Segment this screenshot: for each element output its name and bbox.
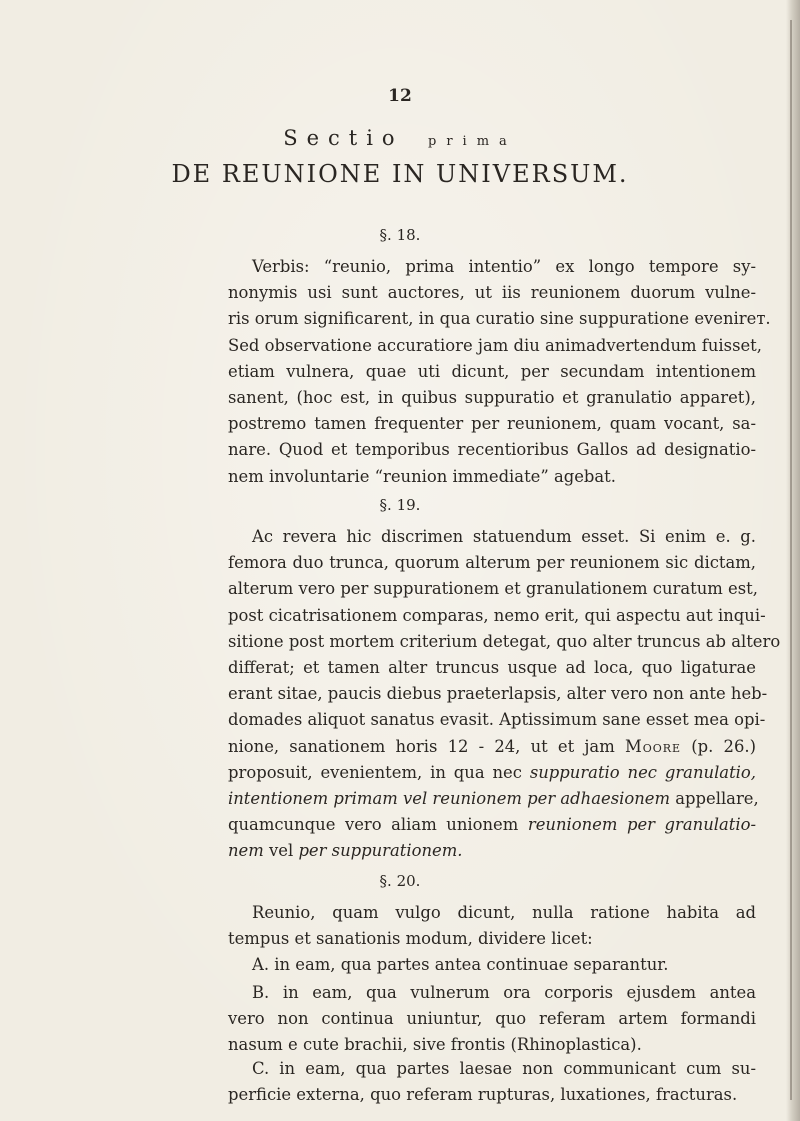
text-line xyxy=(228,734,756,760)
text-line: nem involuntarie “reunion immediate” agebat. xyxy=(228,466,616,486)
text-segment: proposuit, evenientem, in qua nec xyxy=(228,762,530,782)
text-line xyxy=(228,812,756,838)
section-heading-second: prima xyxy=(428,134,517,149)
italic-term: suppuratio nec granulatio, xyxy=(529,762,756,782)
text-line: Reunio, quam vulgo dicunt, nulla ratione habita ad xyxy=(252,903,756,922)
text-segment: vel xyxy=(397,789,433,809)
text-line: vero non continua uniuntur, quo referam artem formandi xyxy=(228,1009,756,1029)
text-segment: vel xyxy=(263,841,299,861)
text-line: postremo tamen frequenter per reunionem, quam vocant, sa- xyxy=(228,414,756,434)
page-number: 12 xyxy=(388,86,412,106)
text-line: A. in eam, qua partes antea continuae separantur. xyxy=(252,955,669,974)
text-line: B. in eam, qua vulnerum ora corporis ejusdem antea xyxy=(252,983,756,1002)
text-segment: quamcunque vero aliam unionem xyxy=(228,815,528,835)
text-line: erant sitae, paucis diebus praeterlapsis, alter vero non ante heb- xyxy=(228,684,768,704)
text-line: Ac revera hic discrimen statuendum esset. Si enim e. g. xyxy=(252,527,756,546)
list-item-a xyxy=(228,952,756,978)
paragraph-20 xyxy=(228,900,756,952)
paragraph-number-18: §. 18. xyxy=(379,226,421,244)
italic-term: per suppurationem. xyxy=(298,841,463,861)
text-line: domades aliquot sanatus evasit. Aptissimum sane esset mea opi- xyxy=(228,710,766,730)
text-line: C. in eam, qua partes laesae non communicant cum su- xyxy=(252,1059,756,1078)
text-line: differat; et tamen alter truncus usque ad loca, quo ligaturae xyxy=(228,658,756,678)
text-line: alterum vero per suppurationem et granulationem curatum est, xyxy=(228,579,758,599)
section-heading-first: Sectio xyxy=(283,126,404,150)
list-item-b xyxy=(228,980,756,1059)
author-name: Moore xyxy=(624,736,682,756)
text-line: nonymis usi sunt auctores, ut iis reunionem duorum vulne- xyxy=(228,283,756,303)
text-line: post cicatrisationem comparas, nemo erit, qui aspectu aut inqui- xyxy=(228,605,766,625)
italic-term: reunionem per granulatio- xyxy=(527,815,757,835)
italic-term: reunionem per adhaesionem xyxy=(432,789,671,809)
text-line: Sed observatione accuratiore jam diu animadvertendum fuisset, xyxy=(228,335,762,355)
paragraph-number-20: §. 20. xyxy=(379,872,421,890)
paragraph-19 xyxy=(228,524,781,865)
text-line: Verbis: “reunio, prima intentio” ex longo tempore sy- xyxy=(252,257,756,276)
text-line xyxy=(228,838,756,864)
text-line: nasum e cute brachii, sive frontis (Rhinoplastica). xyxy=(228,1035,642,1055)
text-segment: (p. 26.) xyxy=(681,736,756,756)
text-line: ris orum significarent, in qua curatio sine suppuratione evenirет. xyxy=(228,309,771,329)
text-line: tempus et sanationis modum, dividere licet: xyxy=(228,929,593,949)
text-line: perficie externa, quo referam rupturas, luxationes, fracturas. xyxy=(228,1085,738,1105)
text-line xyxy=(228,786,759,812)
list-item-c xyxy=(228,1056,756,1108)
text-line: etiam vulnera, quae uti dicunt, per secundam intentionem xyxy=(228,361,756,381)
text-line: nare. Quod et temporibus recentioribus Gallos ad designatio- xyxy=(228,440,756,460)
text-line: sitione post mortem criterium detegat, quo alter truncus ab altero xyxy=(228,631,781,651)
text-segment: nione, sanationem horis 12 - 24, ut et jam xyxy=(228,736,615,756)
paragraph-number-19: §. 19. xyxy=(379,496,421,514)
italic-term: nem xyxy=(228,841,264,861)
text-segment: appellare, xyxy=(670,789,759,809)
italic-term: intentionem primam xyxy=(228,789,398,809)
paragraph-18 xyxy=(228,254,771,490)
section-heading xyxy=(0,126,800,150)
text-line xyxy=(228,760,756,786)
text-line: sanent, (hoc est, in quibus suppuratio et granulatio apparet), xyxy=(228,388,756,408)
text-line: femora duo trunca, quorum alterum per reunionem sic dictam, xyxy=(228,553,756,573)
chapter-title: DE REUNIONE IN UNIVERSUM. xyxy=(171,160,629,188)
